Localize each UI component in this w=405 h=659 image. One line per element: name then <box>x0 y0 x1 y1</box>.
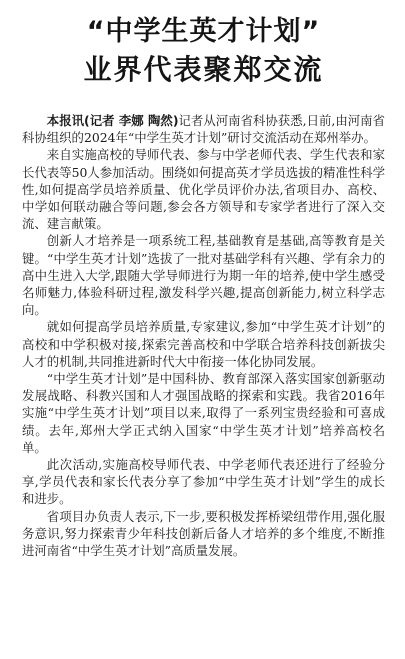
byline: 本报讯(记者 李娜 陶然) <box>46 113 179 128</box>
paragraph-1-text: 记者从河南省科协获悉,日前,由河南省科协组织的2024年“中学生英才计划”研讨交流活动在郑州举办。 <box>22 113 385 146</box>
headline-line-2: 业界代表聚郑交流 <box>83 53 324 86</box>
headline-line-1: “中学生英才计划” <box>86 16 321 47</box>
headline <box>22 14 385 89</box>
paragraph-3: 创新人才培养是一项系统工程,基础教育是基础,高等教育是关键。“中学生英才计划”选拔了一批对基础学科有兴趣、学有余力的高中生进入大学,跟随大学导师进行为期一年的培养,使中学生感受名师魅力,体验科研过程,激发科学兴趣,提高创新能力,树立科学志向。 <box>22 233 385 318</box>
paragraph-4: 就如何提高学员培养质量,专家建议,参加“中学生英才计划”的高校和中学积极对接,探索完善高校和中学联合培养科技创新拔尖人才的机制,共同推进新时代大中衔接一体化协同发展。 <box>22 319 385 369</box>
paragraph-5: “中学生英才计划”是中国科协、教育部深入落实国家创新驱动发展战略、科教兴国和人才强国战略的探索和实践。我省2016年实施“中学生英才计划”项目以来,取得了一系列宝贵经验和可喜成绩。去年,郑州大学正式纳入国家“中学生英才计划”培养高校名单。 <box>22 371 385 455</box>
article-body <box>22 112 385 559</box>
paragraph-6: 此次活动,实施高校导师代表、中学老师代表还进行了经验分享,学员代表和家长代表分享了参加“中学生英才计划”学生的成长和进步。 <box>22 457 385 507</box>
paragraph-1 <box>22 112 385 146</box>
paragraph-7: 省项目办负责人表示,下一步,要积极发挥桥梁纽带作用,强化服务意识,努力探索青少年科技创新后备人才培养的多个维度,不断推进河南省“中学生英才计划”高质量发展。 <box>22 508 385 559</box>
paragraph-2: 来自实施高校的导师代表、参与中学老师代表、学生代表和家长代表等50人参加活动。围绕如何提高英才学员选拔的精准性科学性,如何提高学员培养质量、优化学员评价办法,省项目办、高校、中学如何联动融合等问题,参会各方领导和专家学者进行了深入交流、建言献策。 <box>22 147 385 232</box>
